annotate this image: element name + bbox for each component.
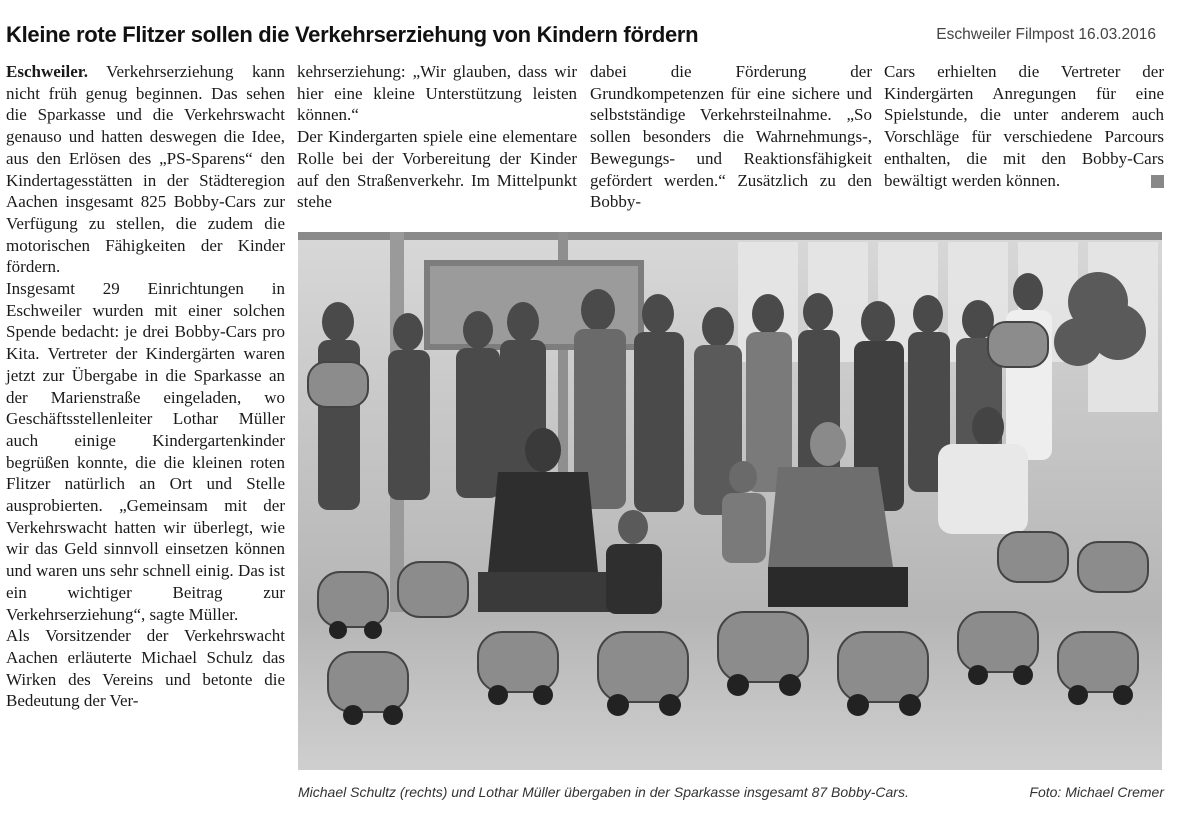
photo-caption [298,784,1164,800]
paragraph-text: Cars erhielten die Vertreter der Kindergärten Anregungen für eine Spielstunde, die unter anderem auch Vorschläge für verschiedene Parcours enthalten, die mit den Bobby-Cars bewältigt werden können. [884,62,1164,190]
publication-source: Eschweiler Filmpost 16.03.2016 [936,26,1156,43]
paragraph: kehrserziehung: „Wir glauben, dass wir hier eine kleine Unterstützung leisten können.“ [297,62,577,125]
paragraph [884,61,1164,191]
paragraph: Insgesamt 29 Einrichtungen in Eschweiler wurden mit einer solchen Spende bedacht: je drei Bobby-Cars pro Kita. Vertreter der Kindergärten waren jetzt zur Übergabe in die Sparkasse an der Marienstraße eingeladen, wo Geschäftsstellenleiter Lothar Müller auch einige Kindergartenkinder begrüßen konnte, die die kleinen roten Flitzer natürlich an Ort und Stelle ausprobierten. „Gemeinsam mit der Verkehrswacht hatten wir überlegt, wie wir das Geld sinnvoll einsetzen können und waren uns sehr schnell einig. Das ist ein wichtiger Beitrag zur Verkehrserziehung“, sagte Müller. [6,279,285,624]
article-column-2 [297,61,577,213]
article-headline: Kleine rote Flitzer sollen die Verkehrserziehung von Kindern fördern [6,22,699,47]
dateline: Eschweiler. [6,62,89,81]
paragraph [6,61,285,278]
photo-illustration [298,232,1162,770]
caption-text: Michael Schultz (rechts) und Lothar Müller übergaben in der Sparkasse insgesamt 87 Bobby-Cars. [298,784,909,800]
paragraph: Als Vorsitzender der Verkehrswacht Aachen erläuterte Michael Schulz das Wirken des Vereins und betonte die Bedeutung der Ver- [6,626,285,711]
paragraph-text: Verkehrserziehung kann nicht früh genug beginnen. Das sehen die Sparkasse und die Verkehrswacht genauso und hatten deswegen die Idee, aus den Erlösen des „PS-Sparens“ den Kindertagesstätten in der Städteregion Aachen insgesamt 825 Bobby-Cars zur Verfügung zu stellen, die zudem die motorischen Fähigkeiten der Kinder fördern. [6,62,285,277]
group-photo [298,232,1162,770]
paragraph: dabei die Förderung der Grundkompetenzen für eine sichere und selbstständige Verkehrsteilnahme. „So sollen besonders die Wahrnehmungs-, Bewegungs- und Reaktionsfähigkeit gefördert werden.“ Zusätzlich zu den Bobby- [590,62,872,212]
article-column-4 [884,61,1164,191]
end-of-article-square-icon [1151,175,1164,188]
article-column-1 [6,61,285,712]
paragraph: Der Kindergarten spiele eine elementare Rolle bei der Vorbereitung der Kinder auf den Straßenverkehr. Im Mittelpunkt stehe [297,127,577,212]
photo-credit: Foto: Michael Cremer [1029,784,1164,800]
article-column-3 [590,61,872,213]
